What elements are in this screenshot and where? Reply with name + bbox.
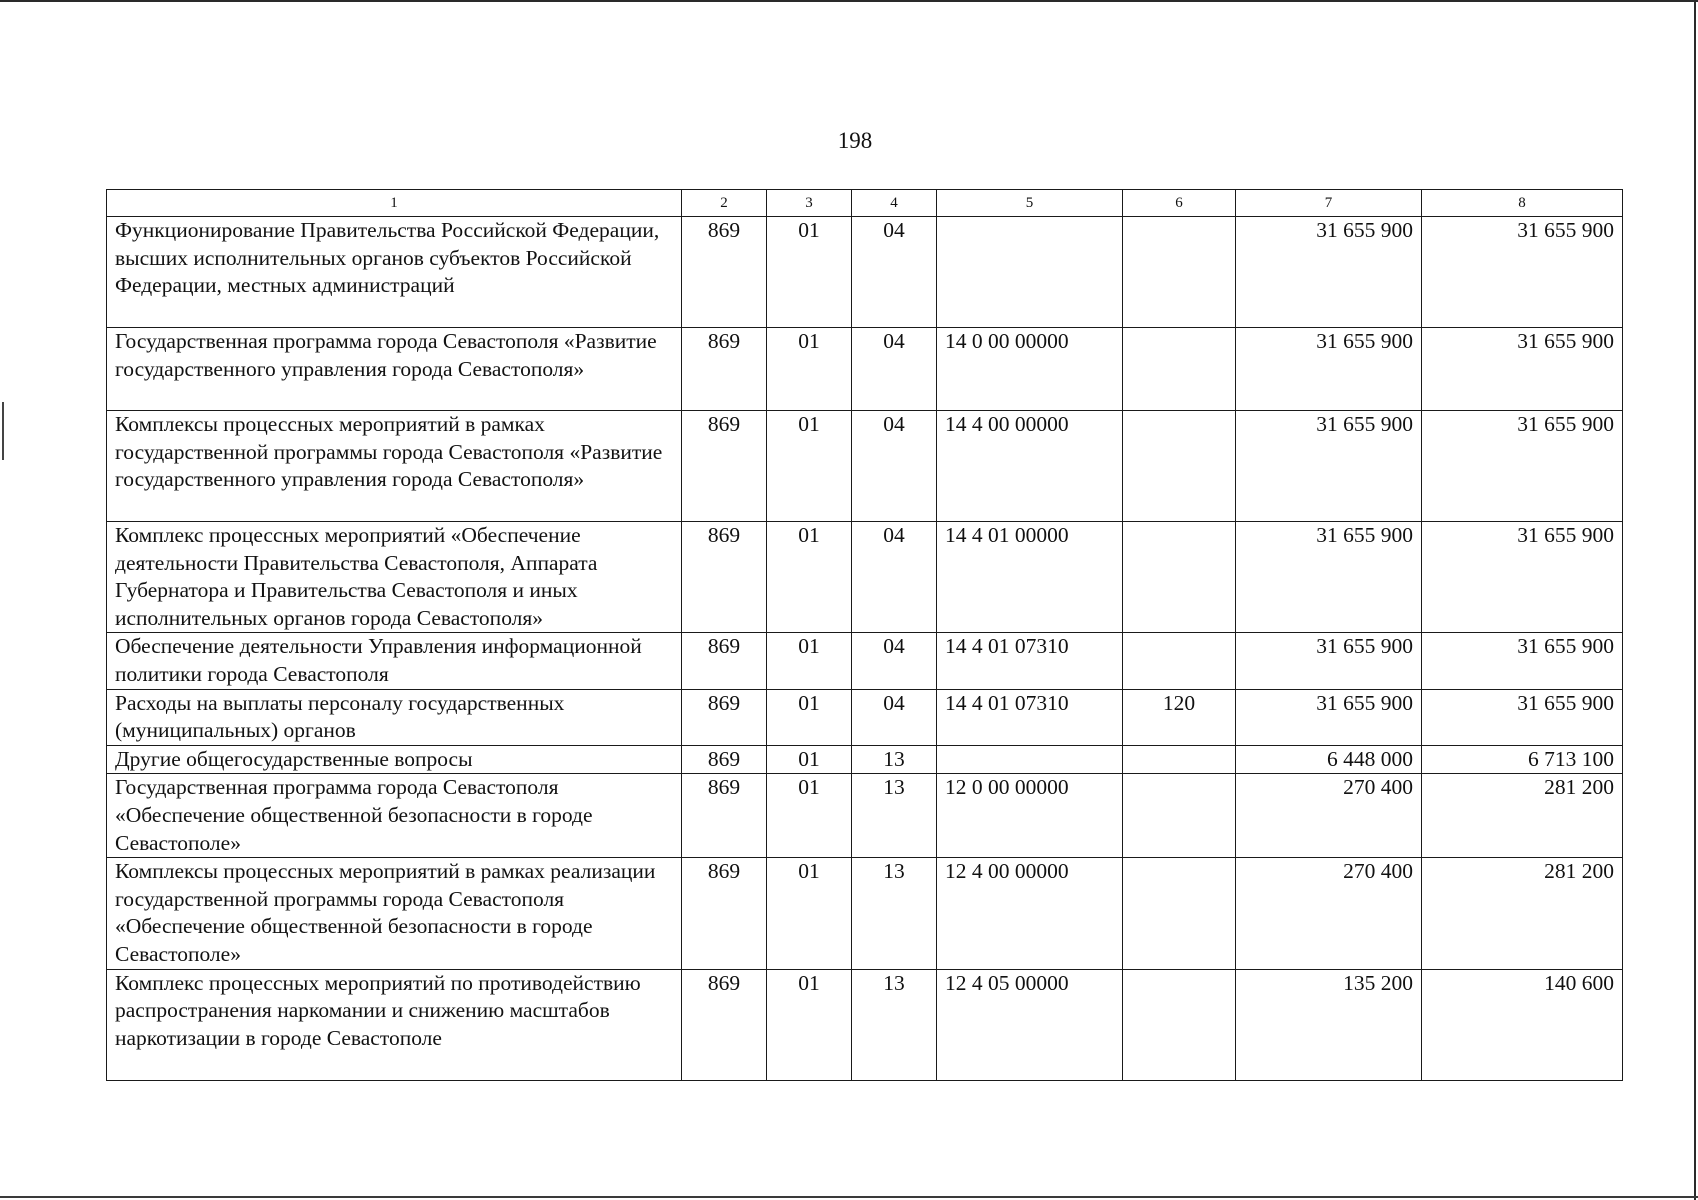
column-header: 1 [107, 190, 682, 217]
scan-edge-bottom [0, 1196, 1698, 1198]
row-vr [1123, 969, 1236, 1080]
row-vr [1123, 858, 1236, 969]
row-csr: 12 4 00 00000 [937, 858, 1123, 969]
row-rz: 01 [767, 969, 852, 1080]
row-ved: 869 [682, 689, 767, 745]
table-row [107, 969, 1623, 1080]
row-csr: 14 4 01 07310 [937, 633, 1123, 689]
row-name: Функционирование Правительства Российской Федерации, высших исполнительных органов субъектов Российской Федерации, местных администраций [107, 217, 682, 328]
row-sum-2: 281 200 [1422, 774, 1623, 858]
table-row [107, 328, 1623, 411]
row-name: Комплексы процессных мероприятий в рамках государственной программы города Севастополя «Развитие государственного управления города Севастополя» [107, 411, 682, 522]
row-sum-1: 135 200 [1236, 969, 1422, 1080]
table-header-row [107, 190, 1623, 217]
row-ved: 869 [682, 969, 767, 1080]
row-csr [937, 745, 1123, 774]
table-row [107, 858, 1623, 969]
row-rz: 01 [767, 522, 852, 633]
row-csr: 12 4 05 00000 [937, 969, 1123, 1080]
row-pr: 13 [852, 745, 937, 774]
column-header: 6 [1123, 190, 1236, 217]
scan-edge-right [1694, 0, 1696, 1200]
row-name: Обеспечение деятельности Управления информационной политики города Севастополя [107, 633, 682, 689]
row-pr: 13 [852, 774, 937, 858]
row-ved: 869 [682, 411, 767, 522]
row-sum-2: 140 600 [1422, 969, 1623, 1080]
row-csr: 14 4 01 07310 [937, 689, 1123, 745]
table-row [107, 217, 1623, 328]
row-sum-1: 31 655 900 [1236, 522, 1422, 633]
row-vr: 120 [1123, 689, 1236, 745]
row-csr [937, 217, 1123, 328]
row-sum-2: 31 655 900 [1422, 328, 1623, 411]
row-vr [1123, 774, 1236, 858]
row-sum-2: 31 655 900 [1422, 522, 1623, 633]
row-pr: 04 [852, 633, 937, 689]
table-row [107, 411, 1623, 522]
row-rz: 01 [767, 411, 852, 522]
row-pr: 04 [852, 522, 937, 633]
row-rz: 01 [767, 858, 852, 969]
row-pr: 04 [852, 328, 937, 411]
row-name: Комплекс процессных мероприятий по противодействию распространения наркомании и снижению масштабов наркотизации в городе Севастополе [107, 969, 682, 1080]
row-vr [1123, 522, 1236, 633]
row-name: Комплекс процессных мероприятий «Обеспечение деятельности Правительства Севастополя, Аппарата Губернатора и Правительства Севастополя и иных исполнительных органов города Севастополя» [107, 522, 682, 633]
row-sum-1: 6 448 000 [1236, 745, 1422, 774]
row-name: Расходы на выплаты персоналу государственных (муниципальных) органов [107, 689, 682, 745]
row-vr [1123, 328, 1236, 411]
row-pr: 04 [852, 689, 937, 745]
row-ved: 869 [682, 328, 767, 411]
row-pr: 13 [852, 969, 937, 1080]
row-name: Государственная программа города Севастополя «Обеспечение общественной безопасности в городе Севастополе» [107, 774, 682, 858]
row-rz: 01 [767, 328, 852, 411]
table-row [107, 745, 1623, 774]
row-sum-1: 31 655 900 [1236, 217, 1422, 328]
scan-edge-mark [2, 402, 4, 460]
row-csr: 12 0 00 00000 [937, 774, 1123, 858]
table-row [107, 689, 1623, 745]
column-header: 2 [682, 190, 767, 217]
row-ved: 869 [682, 858, 767, 969]
row-name: Комплексы процессных мероприятий в рамках реализации государственной программы города Севастополя «Обеспечение общественной безопасности в городе Севастополе» [107, 858, 682, 969]
row-pr: 04 [852, 217, 937, 328]
row-vr [1123, 633, 1236, 689]
row-sum-1: 31 655 900 [1236, 328, 1422, 411]
row-vr [1123, 745, 1236, 774]
column-header: 4 [852, 190, 937, 217]
scan-edge-top [0, 0, 1698, 2]
row-csr: 14 4 01 00000 [937, 522, 1123, 633]
row-rz: 01 [767, 689, 852, 745]
table-row [107, 522, 1623, 633]
row-ved: 869 [682, 774, 767, 858]
table-body [107, 190, 1623, 1081]
row-sum-1: 270 400 [1236, 774, 1422, 858]
row-sum-2: 6 713 100 [1422, 745, 1623, 774]
row-sum-2: 281 200 [1422, 858, 1623, 969]
row-pr: 13 [852, 858, 937, 969]
row-csr: 14 0 00 00000 [937, 328, 1123, 411]
row-rz: 01 [767, 774, 852, 858]
column-header: 5 [937, 190, 1123, 217]
row-sum-2: 31 655 900 [1422, 217, 1623, 328]
row-sum-1: 31 655 900 [1236, 411, 1422, 522]
row-sum-1: 31 655 900 [1236, 633, 1422, 689]
page-number: 198 [837, 128, 873, 153]
row-name: Государственная программа города Севастополя «Развитие государственного управления города Севастополя» [107, 328, 682, 411]
row-vr [1123, 411, 1236, 522]
row-rz: 01 [767, 217, 852, 328]
row-ved: 869 [682, 745, 767, 774]
row-sum-1: 270 400 [1236, 858, 1422, 969]
row-vr [1123, 217, 1236, 328]
row-rz: 01 [767, 745, 852, 774]
row-sum-2: 31 655 900 [1422, 689, 1623, 745]
row-pr: 04 [852, 411, 937, 522]
row-ved: 869 [682, 217, 767, 328]
column-header: 8 [1422, 190, 1623, 217]
table-row [107, 774, 1623, 858]
row-rz: 01 [767, 633, 852, 689]
row-sum-2: 31 655 900 [1422, 411, 1623, 522]
budget-table [106, 189, 1623, 1081]
row-ved: 869 [682, 522, 767, 633]
column-header: 3 [767, 190, 852, 217]
row-csr: 14 4 00 00000 [937, 411, 1123, 522]
row-ved: 869 [682, 633, 767, 689]
row-sum-1: 31 655 900 [1236, 689, 1422, 745]
row-name: Другие общегосударственные вопросы [107, 745, 682, 774]
column-header: 7 [1236, 190, 1422, 217]
table-row [107, 633, 1623, 689]
row-sum-2: 31 655 900 [1422, 633, 1623, 689]
